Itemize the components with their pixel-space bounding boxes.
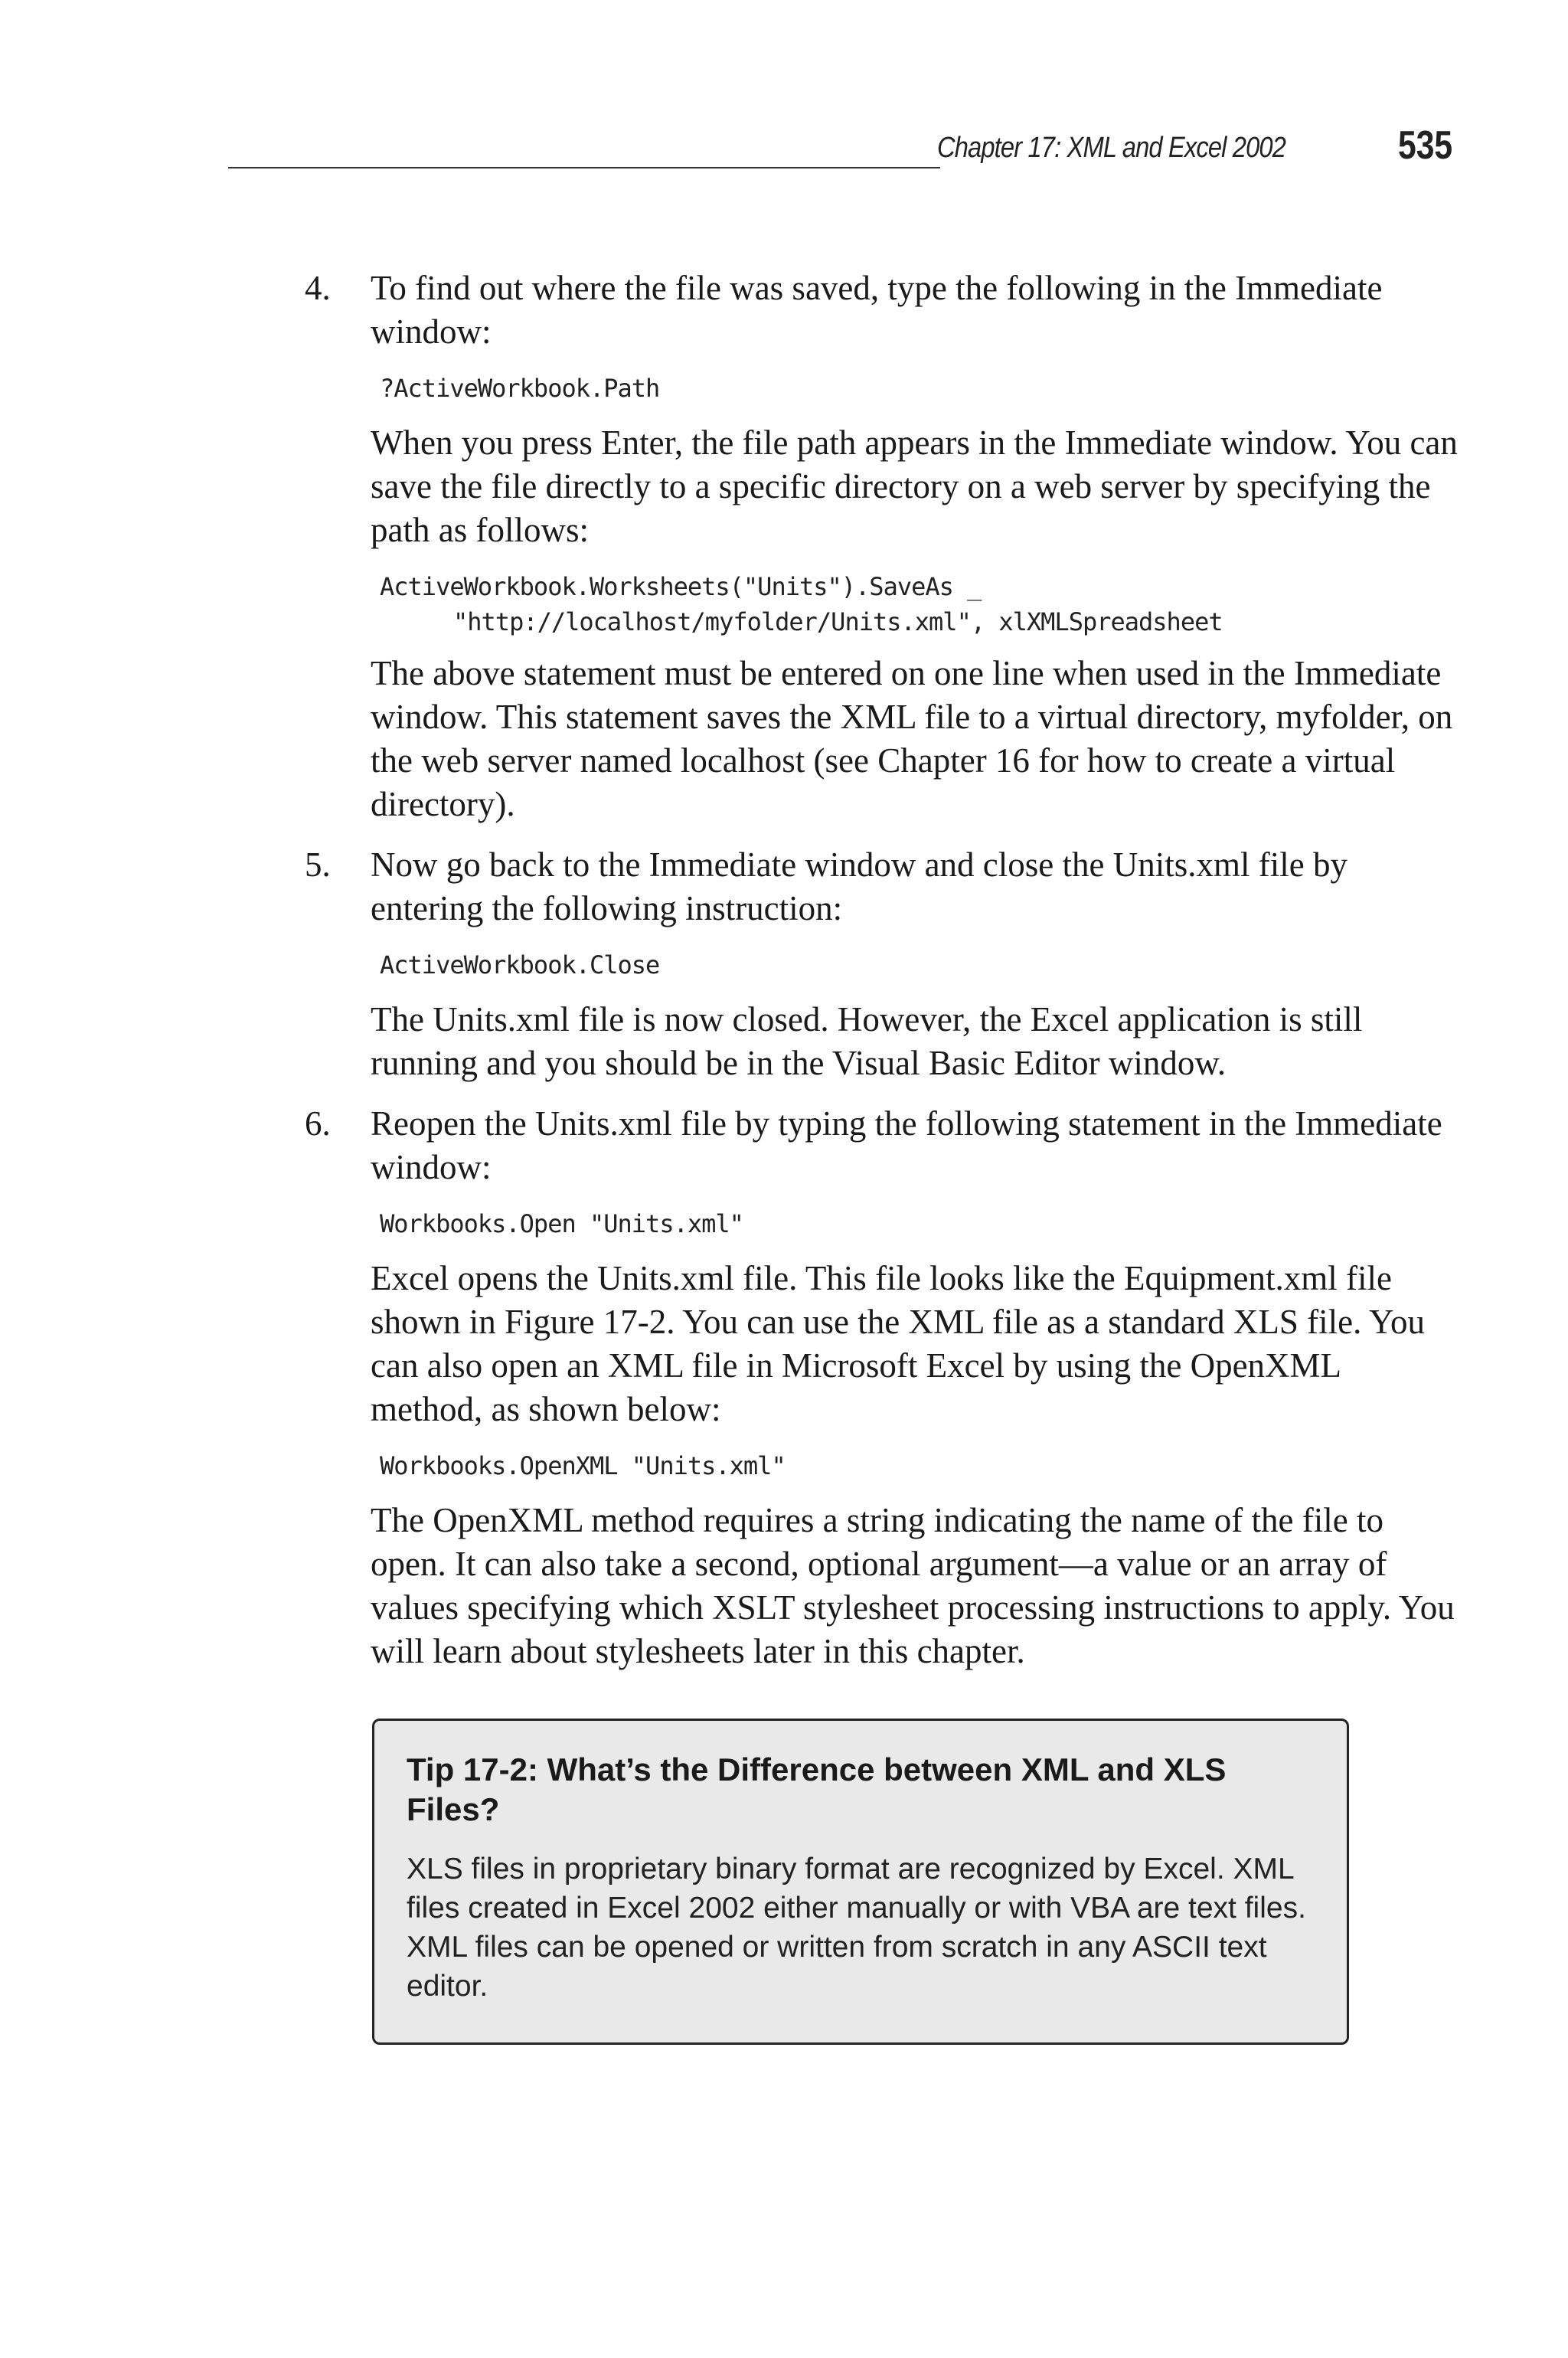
step-instruction: Now go back to the Immediate window and close the Units.xml file by entering the following instruction: <box>371 845 1348 927</box>
header-rule <box>228 167 940 168</box>
step-instruction: Reopen the Units.xml file by typing the following statement in the Immediate window: <box>371 1104 1442 1186</box>
step-5 <box>305 843 1468 1085</box>
step-instruction: To find out where the file was saved, type the following in the Immediate window: <box>371 269 1383 351</box>
tip-box <box>372 1719 1349 2045</box>
code-snippet: ActiveWorkbook.Close <box>380 950 660 980</box>
code-snippet: Workbooks.OpenXML "Units.xml" <box>380 1451 786 1480</box>
step-number: 5. <box>305 845 331 884</box>
tip-title: Tip 17-2: What’s the Difference between XML and XLS Files? <box>407 1751 1227 1827</box>
tip-text: XLS files in proprietary binary format are recognized by Excel. XML files created in Excel 2002 either manually or with VBA are text files. XML files can be opened or written from scratch in any ASCII text editor. <box>407 1853 1306 2003</box>
code-snippet: ?ActiveWorkbook.Path <box>380 374 660 403</box>
step-6 <box>305 1102 1468 1673</box>
code-snippet: Workbooks.Open "Units.xml" <box>380 1209 743 1238</box>
step-number: 4. <box>305 269 331 307</box>
paragraph: When you press Enter, the file path appears in the Immediate window. You can save the file directly to a specific directory on a web server by specifying the path as follows: <box>371 424 1458 549</box>
paragraph: The above statement must be entered on one line when used in the Immediate window. This statement saves the XML file to a virtual directory, myfolder, on the web server named localhost (see Chapter 16 for how to create a virtual directory). <box>371 654 1453 823</box>
code-line: "http://localhost/myfolder/Units.xml", xlXMLSpreadsheet <box>453 607 1223 636</box>
step-4 <box>305 267 1468 826</box>
paragraph: Excel opens the Units.xml file. This file looks like the Equipment.xml file shown in Figure 17-2. You can use the XML file as a standard XLS file. You can also open an XML file in Microsoft Excel by using the OpenXML method, as shown below: <box>371 1259 1425 1428</box>
code-snippet <box>380 569 1468 639</box>
main-content <box>305 267 1468 1690</box>
step-number: 6. <box>305 1104 331 1143</box>
page-number: 535 <box>1398 123 1453 168</box>
paragraph: The Units.xml file is now closed. However, the Excel application is still running and you should be in the Visual Basic Editor window. <box>371 1000 1363 1082</box>
running-header: Chapter 17: XML and Excel 2002 <box>937 132 1286 164</box>
code-line: ActiveWorkbook.Worksheets("Units").SaveAs _ <box>380 572 982 601</box>
paragraph: The OpenXML method requires a string indicating the name of the file to open. It can also take a second, optional argument—a value or an array of values specifying which XSLT stylesheet processing instructions to apply. You will learn about stylesheets later in this chapter. <box>371 1501 1455 1670</box>
